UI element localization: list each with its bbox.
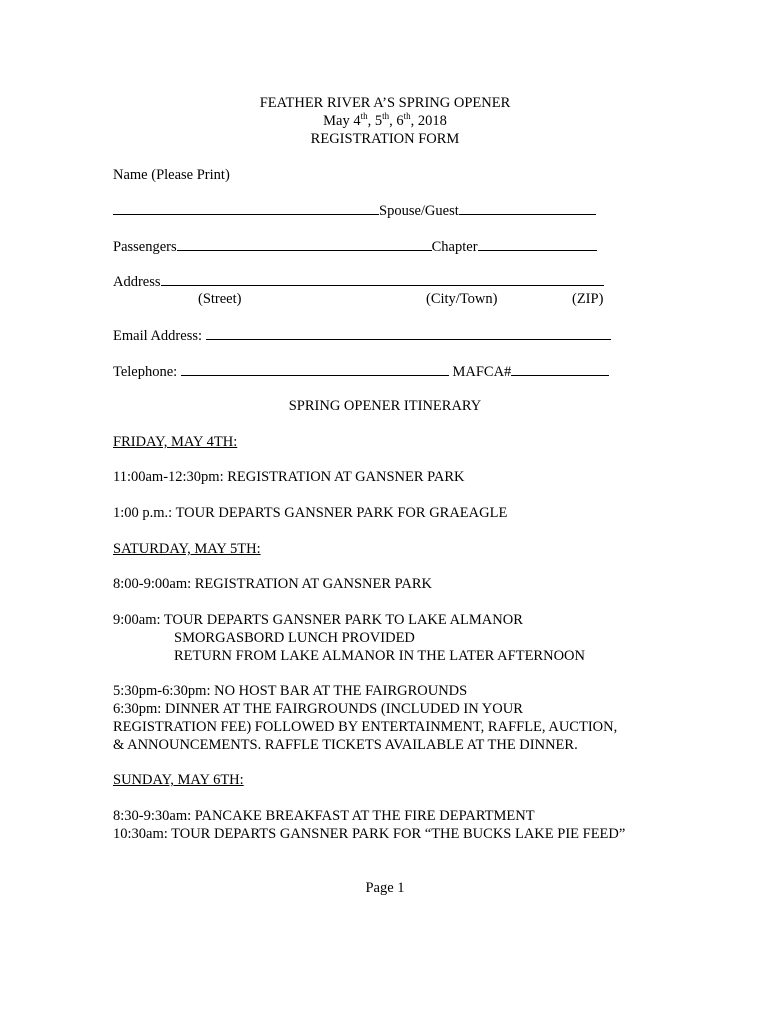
passengers-label: Passengers xyxy=(113,239,177,255)
saturday-item-4b: REGISTRATION FEE) FOLLOWED BY ENTERTAINMENT, RAFFLE, AUCTION, xyxy=(113,719,618,735)
zip-label: (ZIP) xyxy=(572,291,604,307)
name-label: Name (Please Print) xyxy=(113,167,230,183)
telephone-field[interactable] xyxy=(181,362,449,376)
friday-item-1: 11:00am-12:30pm: REGISTRATION AT GANSNER PARK xyxy=(113,469,465,485)
email-row xyxy=(113,326,611,345)
mafca-field[interactable] xyxy=(511,362,609,376)
telephone-label: Telephone: xyxy=(113,364,178,380)
email-label: Email Address: xyxy=(113,328,203,344)
name-spouse-row xyxy=(113,201,596,220)
sunday-item-1: 8:30-9:30am: PANCAKE BREAKFAST AT THE FIRE DEPARTMENT xyxy=(113,808,535,824)
spouse-field[interactable] xyxy=(459,201,596,215)
address-row xyxy=(113,272,604,291)
address-label: Address xyxy=(113,274,161,290)
saturday-item-2c: RETURN FROM LAKE ALMANOR IN THE LATER AFTERNOON xyxy=(174,648,585,664)
itinerary-heading: SPRING OPENER ITINERARY xyxy=(288,398,482,414)
friday-item-2: 1:00 p.m.: TOUR DEPARTS GANSNER PARK FOR GRAEAGLE xyxy=(113,505,508,521)
friday-heading: FRIDAY, MAY 4TH: xyxy=(113,434,238,450)
saturday-item-1: 8:00-9:00am: REGISTRATION AT GANSNER PARK xyxy=(113,576,433,592)
saturday-item-4c: & ANNOUNCEMENTS. RAFFLE TICKETS AVAILABLE AT THE DINNER. xyxy=(113,737,578,753)
passengers-field[interactable] xyxy=(177,237,432,251)
saturday-heading: SATURDAY, MAY 5TH: xyxy=(113,541,261,557)
telephone-row xyxy=(113,362,609,381)
name-field[interactable] xyxy=(113,201,379,215)
saturday-item-2: 9:00am: TOUR DEPARTS GANSNER PARK TO LAKE ALMANOR xyxy=(113,612,523,628)
saturday-item-4a: 6:30pm: DINNER AT THE FAIRGROUNDS (INCLUDED IN YOUR xyxy=(113,701,523,717)
page-number: Page 1 xyxy=(365,880,405,896)
sunday-heading: SUNDAY, MAY 6TH: xyxy=(113,772,244,788)
mafca-label: MAFCA# xyxy=(452,364,512,380)
saturday-item-3: 5:30pm-6:30pm: NO HOST BAR AT THE FAIRGROUNDS xyxy=(113,683,468,699)
event-dates: May 4th, 5th, 6th, 2018 xyxy=(323,111,447,129)
saturday-item-2b: SMORGASBORD LUNCH PROVIDED xyxy=(174,630,415,646)
passengers-row xyxy=(113,237,597,256)
email-field[interactable] xyxy=(206,326,611,340)
sunday-item-2: 10:30am: TOUR DEPARTS GANSNER PARK FOR “THE BUCKS LAKE PIE FEED” xyxy=(113,826,626,842)
form-subtitle: REGISTRATION FORM xyxy=(310,131,460,147)
spouse-label: Spouse/Guest xyxy=(379,203,459,219)
address-field[interactable] xyxy=(161,272,604,286)
chapter-label: Chapter xyxy=(431,239,478,255)
street-label: (Street) xyxy=(198,291,242,307)
document-title: FEATHER RIVER A’S SPRING OPENER xyxy=(259,95,511,111)
chapter-field[interactable] xyxy=(478,237,597,251)
city-label: (City/Town) xyxy=(426,291,498,307)
